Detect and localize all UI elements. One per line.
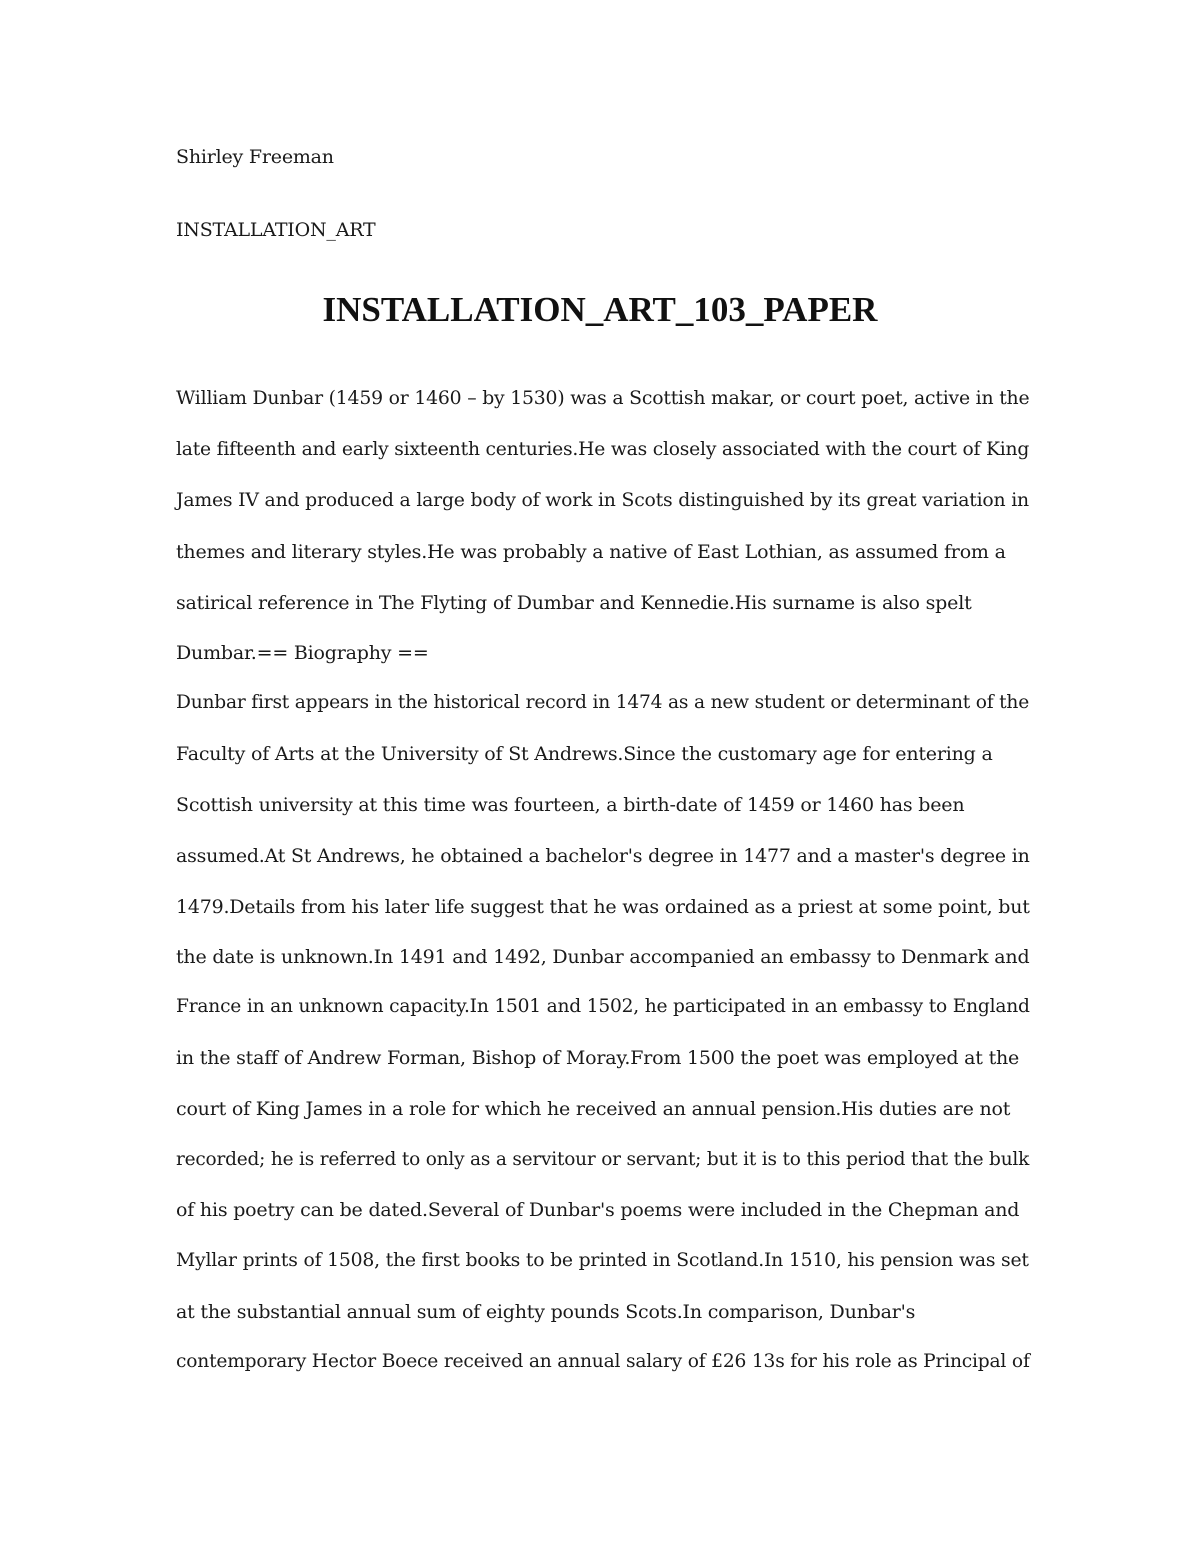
course-name: INSTALLATION_ART	[176, 219, 376, 241]
body-line: Dumbar.== Biography ==	[176, 642, 429, 664]
body-line: the date is unknown.In 1491 and 1492, Dunbar accompanied an embassy to Denmark and	[176, 946, 1030, 968]
body-line: themes and literary styles.He was probably a native of East Lothian, as assumed from a	[176, 541, 1006, 563]
author-name: Shirley Freeman	[176, 146, 334, 168]
body-line: Dunbar first appears in the historical record in 1474 as a new student or determinant of the	[176, 692, 1030, 713]
body-line: contemporary Hector Boece received an annual salary of £26 13s for his role as Principal of	[176, 1351, 1030, 1372]
paper-title: INSTALLATION_ART_103_PAPER	[322, 290, 878, 329]
body-line: at the substantial annual sum of eighty pounds Scots.In comparison, Dunbar's	[176, 1301, 916, 1323]
body-line: France in an unknown capacity.In 1501 and 1502, he participated in an embassy to England	[176, 996, 1030, 1017]
body-line: satirical reference in The Flyting of Dumbar and Kennedie.His surname is also spelt	[176, 592, 972, 614]
body-line: in the staff of Andrew Forman, Bishop of Moray.From 1500 the poet was employed at the	[176, 1047, 1020, 1069]
body-line: Faculty of Arts at the University of St Andrews.Since the customary age for entering a	[176, 743, 993, 765]
body-line: of his poetry can be dated.Several of Dunbar's poems were included in the Chepman and	[176, 1199, 1020, 1221]
body-line: Myllar prints of 1508, the first books to be printed in Scotland.In 1510, his pension was set	[176, 1250, 1029, 1271]
body-line: William Dunbar (1459 or 1460 – by 1530) was a Scottish makar, or court poet, active in the	[176, 388, 1030, 409]
body-line: assumed.At St Andrews, he obtained a bachelor's degree in 1477 and a master's degree in	[176, 845, 1030, 867]
body-line: James IV and produced a large body of work in Scots distinguished by its great variation in	[176, 490, 1029, 511]
body-line: recorded; he is referred to only as a servitour or servant; but it is to this period that the bulk	[176, 1149, 1030, 1170]
body-line: court of King James in a role for which he received an annual pension.His duties are not	[176, 1098, 1011, 1120]
body-line: Scottish university at this time was fourteen, a birth-date of 1459 or 1460 has been	[176, 794, 965, 816]
body-line: late fifteenth and early sixteenth centuries.He was closely associated with the court of King	[176, 439, 1030, 460]
body-line: 1479.Details from his later life suggest that he was ordained as a priest at some point, but	[176, 896, 1030, 918]
